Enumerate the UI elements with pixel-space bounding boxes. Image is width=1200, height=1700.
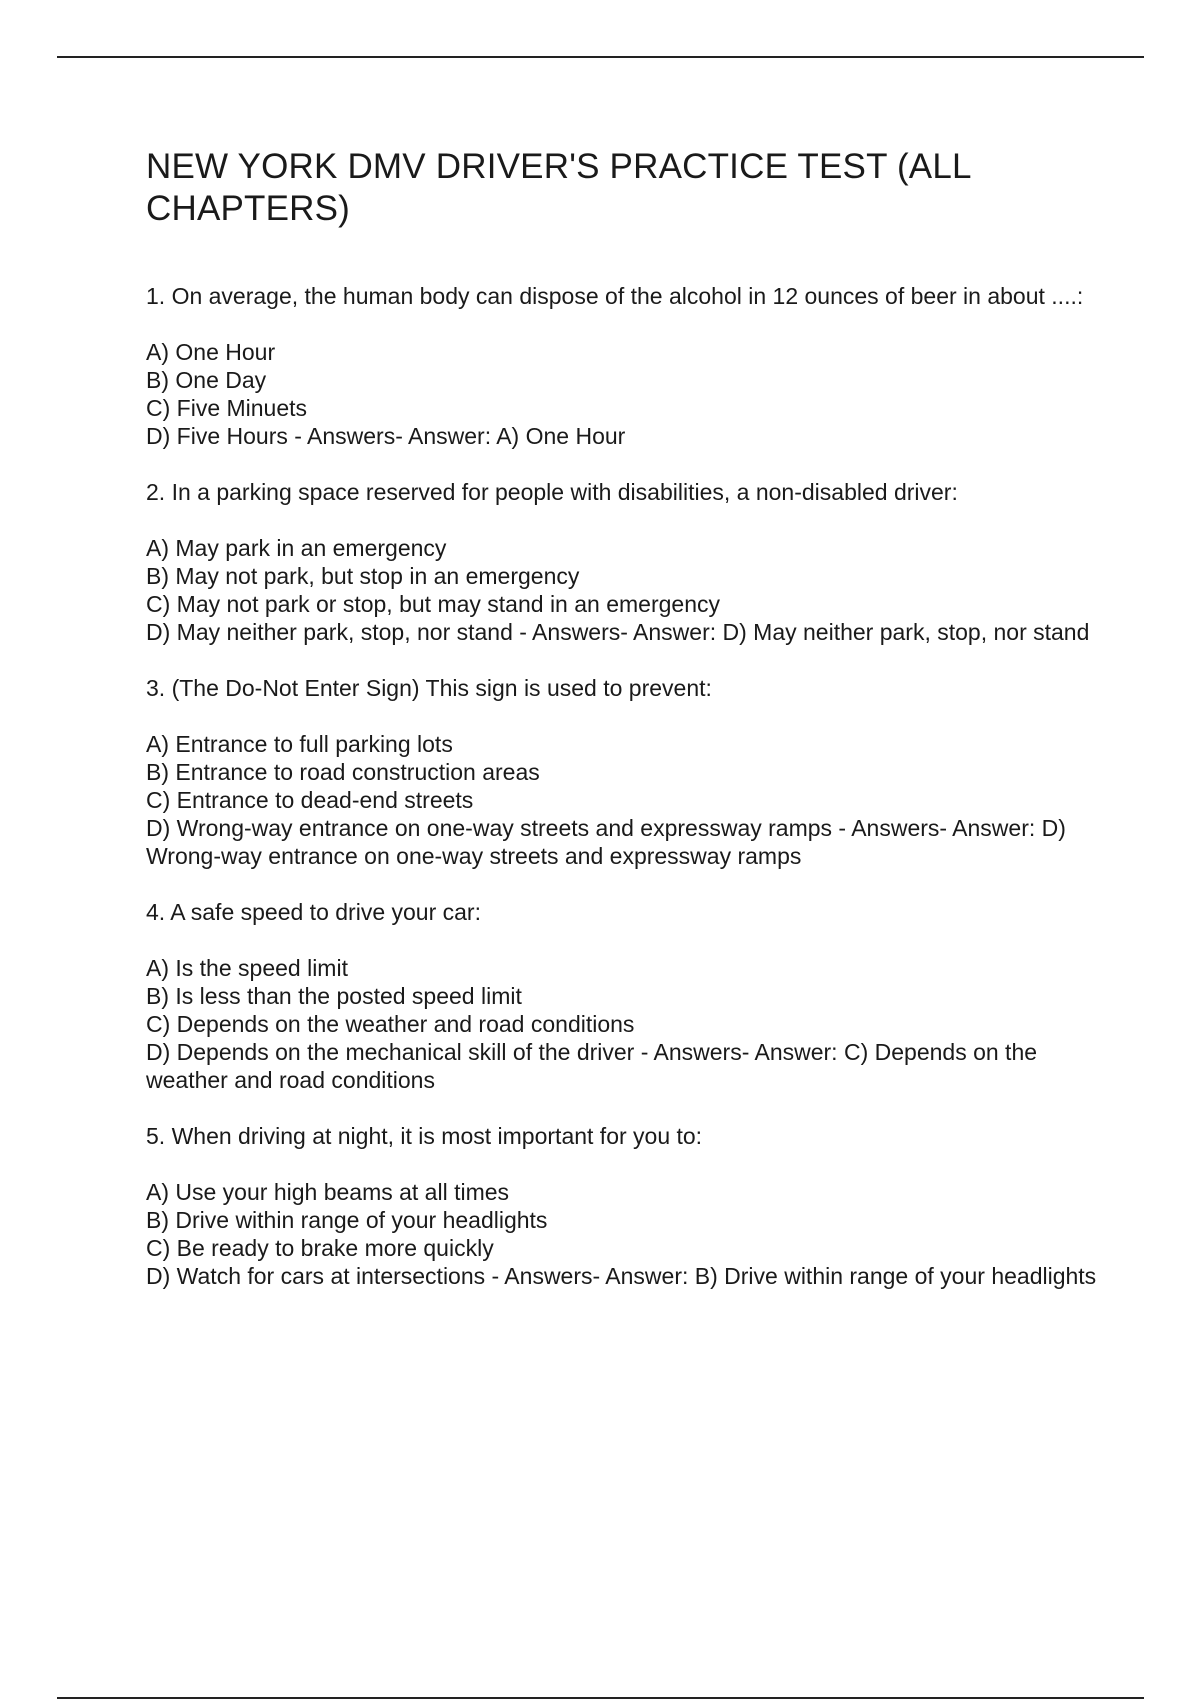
question-1 — [146, 282, 1106, 450]
bottom-divider — [57, 1697, 1144, 1699]
answer-option-d: D) Watch for cars at intersections - Answers- Answer: B) Drive within range of your headlights — [146, 1263, 1097, 1289]
answer-option-c: C) Five Minuets — [146, 395, 308, 421]
document-title: NEW YORK DMV DRIVER'S PRACTICE TEST (ALL CHAPTERS) — [146, 147, 971, 228]
answer-option-c: C) Be ready to brake more quickly — [146, 1235, 494, 1261]
answer-option-d: D) Five Hours - Answers- Answer: A) One Hour — [146, 423, 626, 449]
answer-option-c: C) May not park or stop, but may stand in an emergency — [146, 591, 720, 617]
top-divider — [57, 56, 1144, 58]
question-2 — [146, 478, 1106, 646]
answer-option-d: D) May neither park, stop, nor stand - Answers- Answer: D) May neither park, stop, nor stand — [146, 619, 1090, 645]
answer-option-a: A) One Hour — [146, 339, 276, 365]
question-text: 5. When driving at night, it is most important for you to: — [146, 1123, 703, 1149]
answer-option-c: C) Entrance to dead-end streets — [146, 787, 474, 813]
answer-option-d: D) Depends on the mechanical skill of the driver - Answers- Answer: C) Depends on the weather and road conditions — [146, 1039, 1038, 1093]
answer-option-b: B) One Day — [146, 367, 267, 393]
question-3 — [146, 674, 1106, 870]
question-text: 4. A safe speed to drive your car: — [146, 899, 481, 925]
question-text: 1. On average, the human body can dispose of the alcohol in 12 ounces of beer in about ....: — [146, 283, 1084, 309]
question-text: 3. (The Do-Not Enter Sign) This sign is used to prevent: — [146, 675, 712, 701]
question-4 — [146, 898, 1106, 1094]
question-text: 2. In a parking space reserved for people with disabilities, a non-disabled driver: — [146, 479, 958, 505]
answer-option-c: C) Depends on the weather and road conditions — [146, 1011, 635, 1037]
answer-option-b: B) Drive within range of your headlights — [146, 1207, 548, 1233]
document-body — [146, 146, 1106, 1318]
answer-option-d: D) Wrong-way entrance on one-way streets and expressway ramps - Answers- Answer: D) Wrong-way entrance on one-way streets and expressway ramps — [146, 815, 1066, 869]
answer-option-b: B) Entrance to road construction areas — [146, 759, 540, 785]
question-5 — [146, 1122, 1106, 1290]
answer-option-a: A) Entrance to full parking lots — [146, 731, 453, 757]
answer-option-a: A) Is the speed limit — [146, 955, 348, 981]
answer-option-b: B) May not park, but stop in an emergency — [146, 563, 580, 589]
answer-option-a: A) May park in an emergency — [146, 535, 447, 561]
answer-option-b: B) Is less than the posted speed limit — [146, 983, 522, 1009]
answer-option-a: A) Use your high beams at all times — [146, 1179, 510, 1205]
